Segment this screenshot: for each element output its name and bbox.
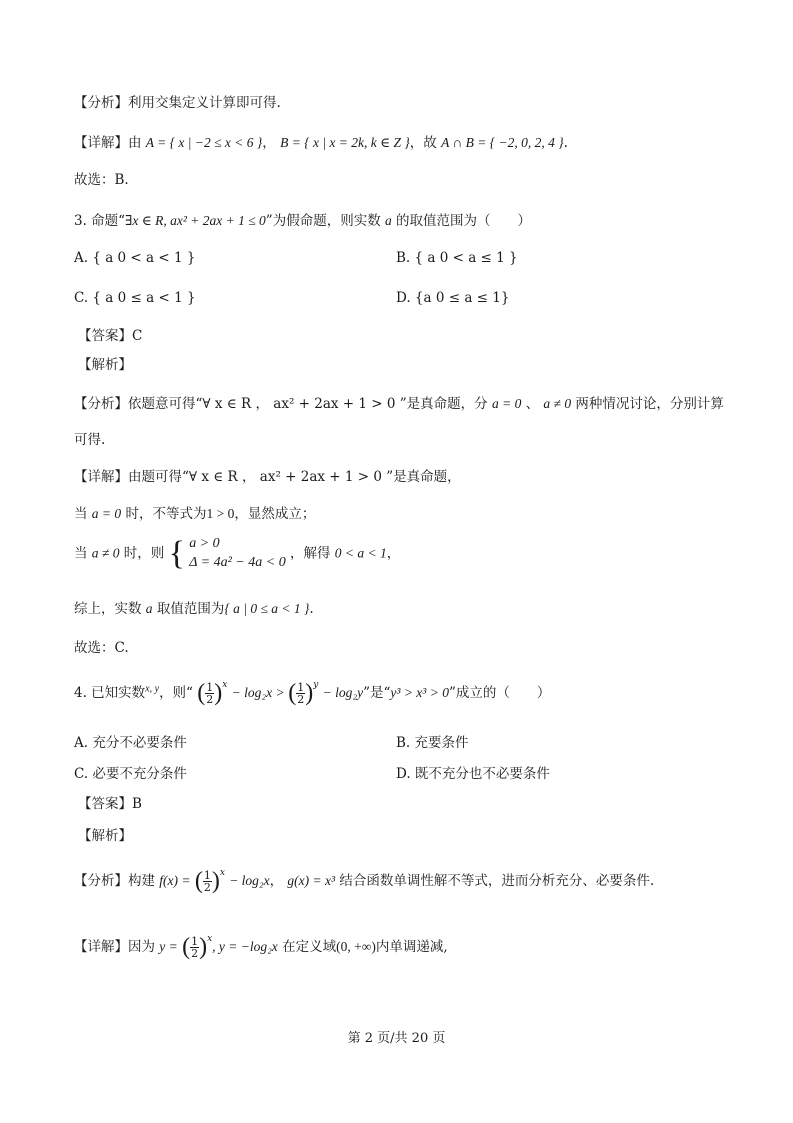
- q4-answer: 【答案】B: [78, 796, 142, 812]
- q4-analysis: 【分析】构建 f(x) = ( $\frac{1}{2}$ )$^x$ − log₂x， g(x) = x³ 结合函数单调性解不等式，进而分析充分、必要条件.: [74, 868, 655, 895]
- exponent-x-3: x: [207, 934, 213, 945]
- q3-case1-b: a = 0: [91, 506, 122, 521]
- q3-sum-a: 综上，实数: [74, 601, 142, 617]
- q3-option-a: A. { a 0 < a < 1 }: [74, 250, 196, 266]
- exponent-x-2: x: [219, 868, 225, 879]
- q4-stem-b: ，则“: [159, 685, 193, 702]
- q3-case2-a: 当: [74, 545, 88, 562]
- q4-detail-b: 在定义域: [282, 939, 337, 956]
- greater-than: >: [276, 685, 284, 701]
- q4-stem-a: 4. 已知实数: [74, 685, 146, 702]
- q2-set-b: B = { x | x = 2k, k ∈ Z }: [280, 135, 410, 150]
- q4-stem-vars: x, y: [145, 683, 160, 695]
- q4-detail-a: 【详解】因为: [74, 939, 155, 956]
- q3-case2-d: ，解得: [290, 545, 331, 562]
- q3-choose: 故选：C.: [74, 640, 129, 656]
- q4-option-b: B. 充要条件: [396, 735, 469, 751]
- fraction-one-half-4: $\frac{1}{2}$: [191, 934, 199, 961]
- q3-analysis-a: 【分析】依题意可得“∀ x ∈ R ， ax² + 2ax + 1 > 0 ”是真命题，分: [74, 396, 488, 412]
- q3-analysis: [74, 395, 724, 414]
- q3-case2-b: a ≠ 0: [91, 545, 120, 561]
- exponent-x: x: [222, 680, 228, 691]
- q3-stem-math: ∃x ∈ R, ax² + 2ax + 1 ≤ 0: [125, 213, 266, 228]
- q2-detail: [74, 134, 568, 153]
- minus-log2x-2: − log₂x: [229, 873, 270, 889]
- q3-case1-c: 时，不等式为: [125, 506, 207, 522]
- q3-case2-c: 时，则: [123, 545, 165, 562]
- system-brace: {: [168, 534, 185, 572]
- q3-answer: 【答案】C: [78, 328, 143, 344]
- q3-case2: [74, 535, 400, 573]
- y-eq: y =: [159, 939, 178, 955]
- fraction-one-half-3: $\frac{1}{2}$: [203, 868, 211, 895]
- q3-sum-e: .: [309, 601, 314, 617]
- q3-case1: [74, 505, 315, 524]
- exponent-y: y: [313, 680, 319, 691]
- q3-analysis-d: a ≠ 0: [543, 396, 572, 411]
- q3-option-b: B. { a 0 < a ≤ 1 }: [396, 250, 518, 266]
- q3-summary: [74, 600, 314, 619]
- q2-so: ，故: [409, 135, 437, 151]
- q3-sum-c: 取值范围为: [156, 601, 225, 617]
- q3-sum-d: { a | 0 ≤ a < 1 }: [224, 601, 310, 616]
- page-footer: 第 2 页/共 20 页: [347, 1031, 446, 1046]
- q3-stem: [74, 212, 531, 231]
- q4-analysis-a: 【分析】构建: [74, 873, 155, 890]
- q3-option-c: C. { a 0 ≤ a < 1 }: [74, 290, 196, 306]
- fraction-one-half: $\frac{1}{2}$: [206, 680, 214, 707]
- domain-interval: (0, +∞): [336, 939, 376, 955]
- inequality-system: [189, 535, 286, 573]
- q2-choose: 故选：B.: [74, 172, 129, 188]
- q3-analysis-e: 两种情况讨论，分别计算: [575, 396, 724, 412]
- y-eq-neg-log: , y = −log₂x: [212, 939, 278, 955]
- q3-option-d: D. {a 0 ≤ a ≤ 1}: [396, 290, 510, 306]
- q3-stem-a: 3. 命题“: [74, 213, 126, 229]
- q3-detail: 【详解】由题可得“∀ x ∈ R ， ax² + 2ax + 1 > 0 ”是真命题，: [74, 469, 461, 485]
- q4-detail: 【详解】因为 y = ( $\frac{1}{2}$ )$^x$, y = −log₂x 在定义域(0, +∞)内单调递减,: [74, 934, 448, 961]
- q2-set-a: A = { x | −2 ≤ x < 6 }: [145, 135, 263, 150]
- q3-analysis-b: a = 0: [491, 396, 522, 411]
- q3-jiexi: 【解析】: [78, 357, 132, 373]
- q3-analysis-c: 、: [525, 396, 540, 412]
- q3-analysis-f: 可得.: [74, 432, 106, 448]
- fraction-one-half-2: $\frac{1}{2}$: [297, 680, 305, 707]
- q3-case1-d: 1 > 0: [206, 506, 235, 521]
- q4-analysis-d: 结合函数单调性解不等式，进而分析充分、必要条件.: [339, 873, 655, 890]
- q3-sum-b: a: [145, 601, 153, 616]
- q2-comma: ，: [262, 135, 276, 151]
- q2-result: A ∩ B = { −2, 0, 2, 4 }: [441, 135, 564, 150]
- q4-option-a: A. 充分不必要条件: [74, 735, 187, 751]
- q3-stem-c: 的取值范围为（ ）: [396, 213, 532, 229]
- system-row-1: a > 0: [189, 536, 220, 551]
- f-def-lhs: f(x) =: [159, 873, 191, 889]
- q3-case2-f: ，: [386, 545, 401, 562]
- q4-detail-d: 内单调递减,: [375, 939, 448, 956]
- q2-detail-prefix: 【详解】由: [74, 135, 142, 151]
- q4-stem-c: ”是“: [363, 685, 391, 702]
- system-row-2: Δ = 4a² − 4a < 0: [189, 554, 286, 570]
- q4-stem-d: y³ > x³ > 0: [390, 685, 449, 701]
- q3-case1-e: ，显然成立；: [234, 506, 316, 522]
- minus-log2y: − log₂y: [322, 685, 364, 701]
- q4-jiexi: 【解析】: [78, 828, 132, 844]
- q3-case1-a: 当: [74, 506, 88, 522]
- q4-analysis-b: ，: [269, 873, 284, 890]
- q4-stem-e: ”成立的（ ）: [448, 685, 551, 702]
- q2-analysis: 【分析】利用交集定义计算即可得.: [74, 95, 281, 111]
- q2-end: .: [563, 135, 568, 151]
- g-def: g(x) = x³: [287, 873, 336, 889]
- q3-stem-b: ”为假命题，则实数: [265, 213, 381, 229]
- q3-stem-var: a: [385, 213, 392, 228]
- q3-case2-e: 0 < a < 1: [334, 545, 387, 561]
- minus-log2x: − log₂x: [231, 685, 273, 701]
- q4-option-c: C. 必要不充分条件: [74, 766, 187, 782]
- q4-option-d: D. 既不充分也不必要条件: [396, 766, 550, 782]
- q4-stem: 4. 已知实数$^{x, y}$，则“ ( $\frac{1}{2}$ )$^x$ − log₂x > ( $\frac{1}{2}$ )$^y$ − log₂y”是“y³ > x³ > 0”成立的（ ）: [74, 680, 551, 707]
